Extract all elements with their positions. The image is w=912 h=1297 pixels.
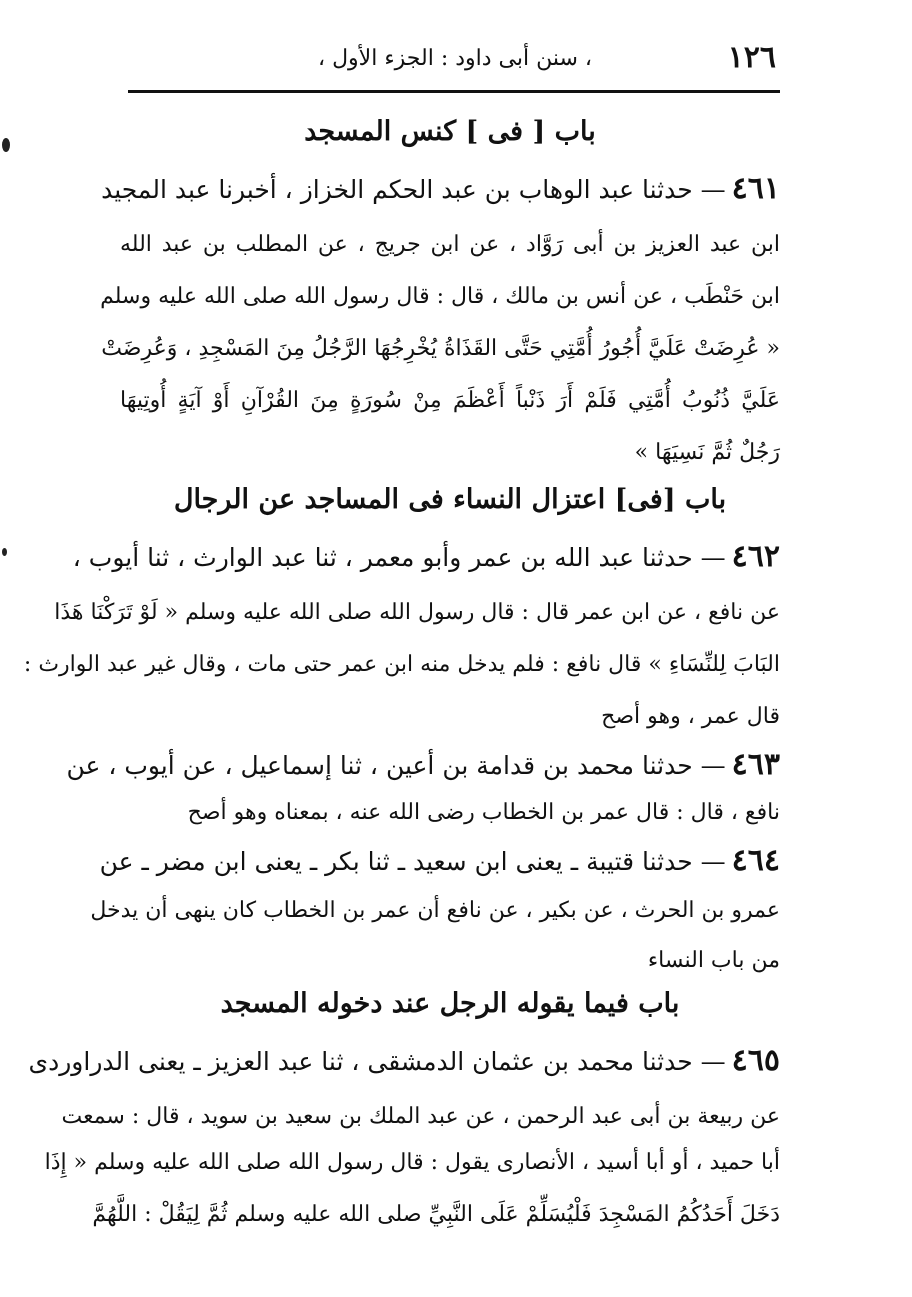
hadith-number: ٤٦٣ (731, 747, 780, 782)
hadith-line: — حدثنا محمد بن قدامة بن أعين ، ثنا إسماعيل ، عن أيوب ، عن (66, 751, 726, 780)
scan-mark (2, 548, 7, 556)
page-number: ١٢٦ (727, 40, 776, 75)
hadith-line: — حدثنا محمد بن عثمان الدمشقى ، ثنا عبد العزيز ـ يعنى الدراوردى (28, 1047, 726, 1076)
text-line: ابن عبد العزيز بن أبى رَوَّاد ، عن ابن جريج ، عن المطلب بن عبد الله (120, 232, 780, 257)
text-line (66, 742, 780, 788)
text-line: أبا حميد ، أو أبا أسيد ، الأنصارى يقول : قال رسول الله صلى الله عليه وسلم « إِذَا (44, 1150, 780, 1175)
page-header (130, 40, 780, 80)
text-line: « عُرِضَتْ عَلَيَّ أُجُورُ أُمَّتِي حَتَّى القَذَاةُ يُخْرِجُهَا الرَّجُلُ مِنَ المَسْجِدِ ، وَعُرِضَتْ (101, 336, 780, 361)
running-title: ، سنن أبى داود : الجزء الأول ، (317, 46, 593, 71)
hadith-number: ٤٦٤ (731, 843, 780, 878)
section-heading: باب [فى] اعتزال النساء فى المساجد عن الرجال (173, 484, 727, 515)
hadith-line: — حدثنا عبد الوهاب بن عبد الحكم الخزاز ، أخبرنا عبد المجيد (101, 175, 726, 204)
hadith-number: ٤٦٥ (731, 1043, 780, 1078)
text-line: رَجُلٌ ثُمَّ نَسِيَهَا » (634, 440, 780, 465)
text-line: عن نافع ، عن ابن عمر قال : قال رسول الله صلى الله عليه وسلم « لَوْ تَرَكْنَا هَذَا (54, 600, 780, 625)
hadith-line: — حدثنا قتيبة ـ يعنى ابن سعيد ـ ثنا بكر ـ يعنى ابن مضر ـ عن (99, 847, 726, 876)
text-line (99, 838, 780, 884)
header-rule (128, 90, 780, 93)
hadith-number: ٤٦١ (731, 171, 780, 206)
text-line (101, 166, 780, 212)
text-line: البَابَ لِلنِّسَاءِ » قال نافع : فلم يدخل منه ابن عمر حتى مات ، وقال غير عبد الوارث : (23, 652, 780, 677)
text-line (72, 534, 780, 580)
scan-mark (2, 138, 10, 152)
text-line: دَخَلَ أَحَدُكُمُ المَسْجِدَ فَلْيُسَلِّمْ عَلَى النَّبِيِّ صلى الله عليه وسلم ثُمَّ لِيَقُلْ : اللَّهُمَّ (92, 1202, 780, 1227)
hadith-number: ٤٦٢ (731, 539, 780, 574)
hadith-line: — حدثنا عبد الله بن عمر وأبو معمر ، ثنا عبد الوارث ، ثنا أيوب ، (72, 543, 726, 572)
text-line: قال عمر ، وهو أصح (601, 704, 780, 729)
text-line: نافع ، قال : قال عمر بن الخطاب رضى الله عنه ، بمعناه وهو أصح (187, 800, 780, 825)
text-line: عن ربيعة بن أبى عبد الرحمن ، عن عبد الملك بن سعيد بن سويد ، قال : سمعت (61, 1104, 780, 1129)
section-heading: باب [ فى ] كنس المسجد (304, 116, 596, 147)
text-line: عمرو بن الحرث ، عن بكير ، عن نافع أن عمر بن الخطاب كان ينهى أن يدخل (90, 898, 780, 923)
text-line (28, 1038, 780, 1084)
text-line: من باب النساء (647, 948, 780, 973)
text-line: عَلَيَّ ذُنُوبُ أُمَّتِي فَلَمْ أَرَ ذَنْباً أَعْظَمَ مِنْ سُورَةٍ مِنَ القُرْآنِ أَوْ آيَةٍ أُوتِيهَا (120, 388, 780, 413)
section-heading: باب فيما يقوله الرجل عند دخوله المسجد (220, 988, 680, 1019)
text-line: ابن حَنْطَب ، عن أنس بن مالك ، قال : قال رسول الله صلى الله عليه وسلم (100, 284, 780, 309)
